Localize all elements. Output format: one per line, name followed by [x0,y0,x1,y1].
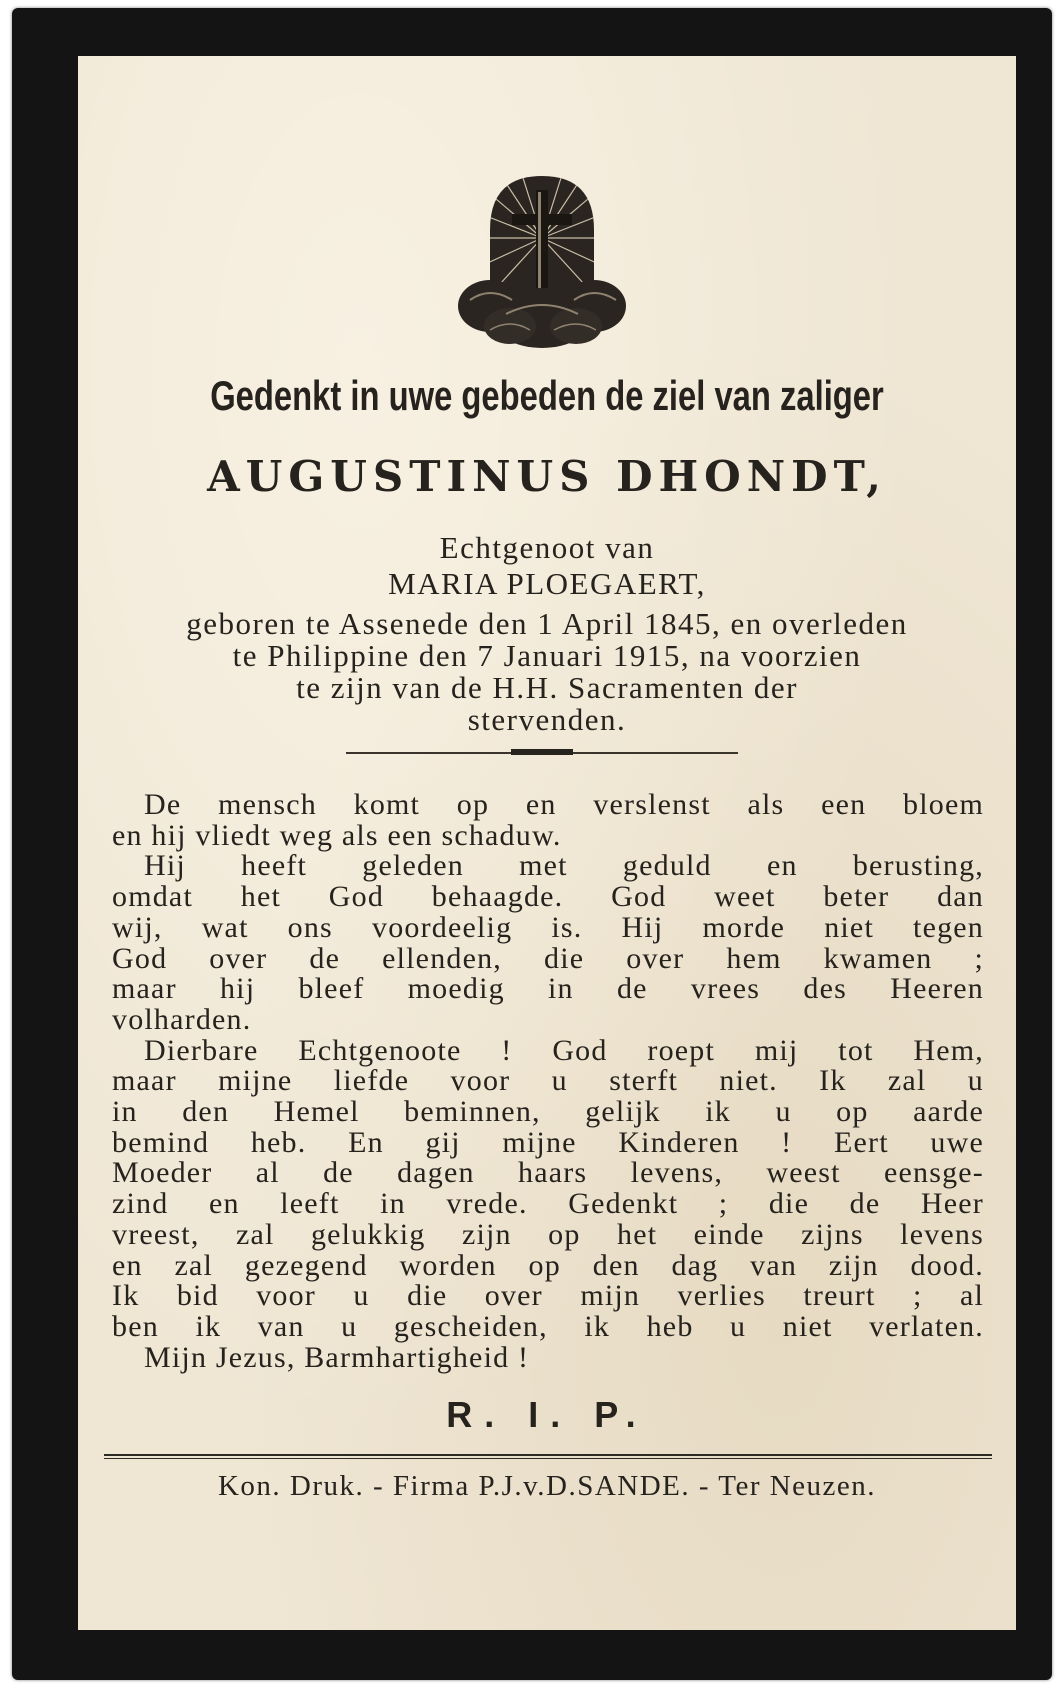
verse-line: bemind heb. En gij mijne Kinderen ! Eert uwe [112,1125,984,1159]
bio-line: geboren te Assenede den 1 April 1845, en overleden [186,606,908,641]
memorial-heading: Gedenkt in uwe gebeden de ziel van zaliger [210,372,884,419]
verse-line: volharden. [112,1002,252,1036]
verse-line: wij, wat ons voordeelig is. Hij morde niet tegen [112,910,984,944]
deceased-name: AUGUSTINUS DHONDT, [207,452,887,501]
bio-line: te zijn van de H.H. Sacramenten der [296,670,798,705]
bio-line: te Philippine den 7 Januari 1915, na voorzien [232,638,862,673]
divider-center-bar [511,749,573,755]
verse-line: en zal gezegend worden op den dag van zijn dood. [112,1248,984,1282]
spouse-name: MARIA PLOEGAERT, [388,566,706,601]
verse-line: Hij heeft geleden met geduld en berusting, [144,849,984,883]
verse-line: God over de ellenden, die over hem kwamen ; [112,941,984,975]
verse-line: Moeder al de dagen haars levens, weest eensge- [112,1156,984,1190]
memorial-verse [112,790,984,1373]
footer-rule [104,1454,992,1456]
verse-line: zind en leeft in vrede. Gedenkt ; die de Heer [112,1187,984,1221]
verse-line: Ik bid voor u die over mijn verlies treurt ; al [112,1279,984,1313]
rip-text: R. I. P. [446,1394,648,1435]
memorial-card [12,8,1052,1680]
verse-line: maar hij bleef moedig in de vrees des Heeren [112,972,984,1006]
verse-line: ben ik van u gescheiden, ik heb u niet verlaten. [112,1309,984,1343]
card-paper [78,56,1016,1630]
verse-line: vreest, zal gelukkig zijn op het einde zijns levens [112,1217,984,1251]
spouse-label: Echtgenoot van [439,530,655,565]
verse-line: in den Hemel beminnen, gelijk ik u op aarde [112,1095,984,1129]
verse-line: Mijn Jezus, Barmhartigheid ! [144,1340,530,1374]
biography [98,608,996,736]
cross-on-clouds-icon [456,168,628,350]
verse-line: maar mijne liefde voor u sterft niet. Ik zal u [112,1064,984,1098]
verse-line: en hij vliedt weg als een schaduw. [112,818,562,852]
footer-rule-thin [104,1458,992,1459]
bio-line: stervenden. [467,702,627,737]
printer-credit: Kon. Druk. - Firma P.J.v.D.SANDE. - Ter Neuzen. [217,1470,877,1502]
verse-line: Dierbare Echtgenoote ! God roept mij tot Hem, [144,1033,984,1067]
verse-line: De mensch komt op en verslenst als een bloem [144,788,984,821]
verse-line: omdat het God behaagde. God weet beter dan [112,880,984,914]
